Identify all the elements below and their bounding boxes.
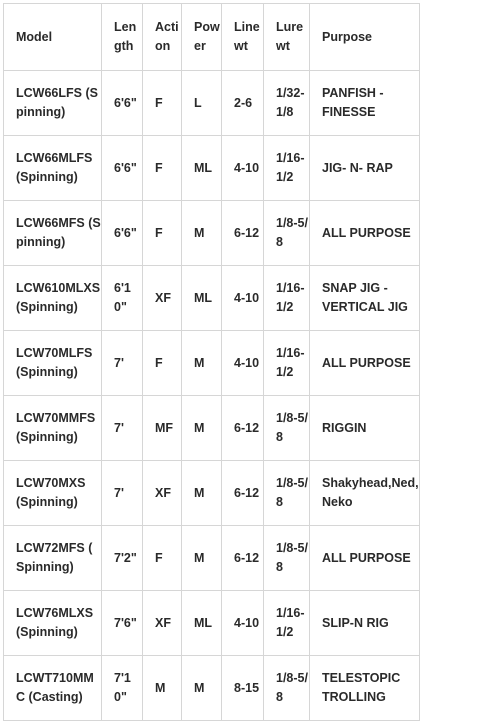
cell-power: ML	[182, 591, 222, 656]
cell-action: M	[143, 656, 182, 721]
table-row	[4, 201, 420, 266]
cell-lure-wt: 1/16-1/2	[264, 136, 310, 201]
cell-line-wt: 4-10	[222, 591, 264, 656]
cell-model: LCW70MLFS (Spinning)	[4, 331, 102, 396]
cell-length: 7'	[102, 461, 143, 526]
table-row	[4, 656, 420, 721]
cell-action: XF	[143, 266, 182, 331]
cell-model: LCW70MMFS (Spinning)	[4, 396, 102, 461]
cell-length: 7'2"	[102, 526, 143, 591]
cell-purpose: SLIP-N RIG	[310, 591, 420, 656]
cell-purpose: ALL PURPOSE	[310, 331, 420, 396]
cell-lure-wt: 1/16-1/2	[264, 331, 310, 396]
table-row	[4, 71, 420, 136]
header-line-wt: Line wt	[222, 4, 264, 71]
cell-lure-wt: 1/8-5/8	[264, 461, 310, 526]
cell-purpose: TELESTOPIC TROLLING	[310, 656, 420, 721]
cell-model: LCW66LFS (Spinning)	[4, 71, 102, 136]
cell-length: 7'	[102, 396, 143, 461]
cell-action: F	[143, 201, 182, 266]
cell-line-wt: 6-12	[222, 396, 264, 461]
cell-purpose: JIG- N- RAP	[310, 136, 420, 201]
cell-purpose: ALL PURPOSE	[310, 201, 420, 266]
cell-length: 7'10"	[102, 656, 143, 721]
cell-lure-wt: 1/8-5/8	[264, 201, 310, 266]
cell-line-wt: 4-10	[222, 136, 264, 201]
cell-purpose: Shakyhead,Ned, Neko	[310, 461, 420, 526]
header-purpose: Purpose	[310, 4, 420, 71]
cell-power: M	[182, 201, 222, 266]
table-row	[4, 591, 420, 656]
cell-lure-wt: 1/16-1/2	[264, 591, 310, 656]
cell-action: F	[143, 71, 182, 136]
cell-model: LCW76MLXS (Spinning)	[4, 591, 102, 656]
header-power: Power	[182, 4, 222, 71]
table-row	[4, 461, 420, 526]
header-model: Model	[4, 4, 102, 71]
cell-model: LCW610MLXS(Spinning)	[4, 266, 102, 331]
table-header	[4, 4, 420, 71]
cell-model: LCWT710MMC (Casting)	[4, 656, 102, 721]
cell-action: F	[143, 136, 182, 201]
cell-action: XF	[143, 591, 182, 656]
cell-purpose: SNAP JIG - VERTICAL JIG	[310, 266, 420, 331]
header-row	[4, 4, 420, 71]
cell-power: M	[182, 461, 222, 526]
cell-action: F	[143, 331, 182, 396]
cell-lure-wt: 1/8-5/8	[264, 526, 310, 591]
header-lure-wt: Lure wt	[264, 4, 310, 71]
cell-power: M	[182, 526, 222, 591]
cell-model: LCW72MFS ( Spinning)	[4, 526, 102, 591]
cell-lure-wt: 1/8-5/8	[264, 396, 310, 461]
cell-model: LCW66MLFS (Spinning)	[4, 136, 102, 201]
cell-lure-wt: 1/16-1/2	[264, 266, 310, 331]
rod-spec-table-container	[3, 3, 420, 721]
cell-power: ML	[182, 266, 222, 331]
cell-power: ML	[182, 136, 222, 201]
cell-length: 6'6"	[102, 136, 143, 201]
cell-line-wt: 4-10	[222, 266, 264, 331]
cell-purpose: PANFISH - FINESSE	[310, 71, 420, 136]
cell-length: 6'10"	[102, 266, 143, 331]
cell-length: 6'6"	[102, 201, 143, 266]
header-length: Length	[102, 4, 143, 71]
cell-power: M	[182, 656, 222, 721]
cell-length: 7'6"	[102, 591, 143, 656]
cell-model: LCW70MXS (Spinning)	[4, 461, 102, 526]
cell-purpose: ALL PURPOSE	[310, 526, 420, 591]
table-body	[4, 71, 420, 721]
cell-action: MF	[143, 396, 182, 461]
cell-length: 6'6"	[102, 71, 143, 136]
cell-line-wt: 6-12	[222, 526, 264, 591]
cell-lure-wt: 1/8-5/8	[264, 656, 310, 721]
cell-action: F	[143, 526, 182, 591]
cell-length: 7'	[102, 331, 143, 396]
cell-line-wt: 4-10	[222, 331, 264, 396]
header-action: Action	[143, 4, 182, 71]
table-row	[4, 526, 420, 591]
cell-line-wt: 2-6	[222, 71, 264, 136]
cell-lure-wt: 1/32-1/8	[264, 71, 310, 136]
cell-line-wt: 8-15	[222, 656, 264, 721]
cell-purpose: RIGGIN	[310, 396, 420, 461]
table-row	[4, 396, 420, 461]
cell-model: LCW66MFS (Spinning)	[4, 201, 102, 266]
cell-power: M	[182, 396, 222, 461]
cell-power: L	[182, 71, 222, 136]
cell-line-wt: 6-12	[222, 461, 264, 526]
table-row	[4, 266, 420, 331]
cell-power: M	[182, 331, 222, 396]
cell-line-wt: 6-12	[222, 201, 264, 266]
cell-action: XF	[143, 461, 182, 526]
rod-spec-table	[3, 3, 420, 721]
table-row	[4, 136, 420, 201]
table-row	[4, 331, 420, 396]
